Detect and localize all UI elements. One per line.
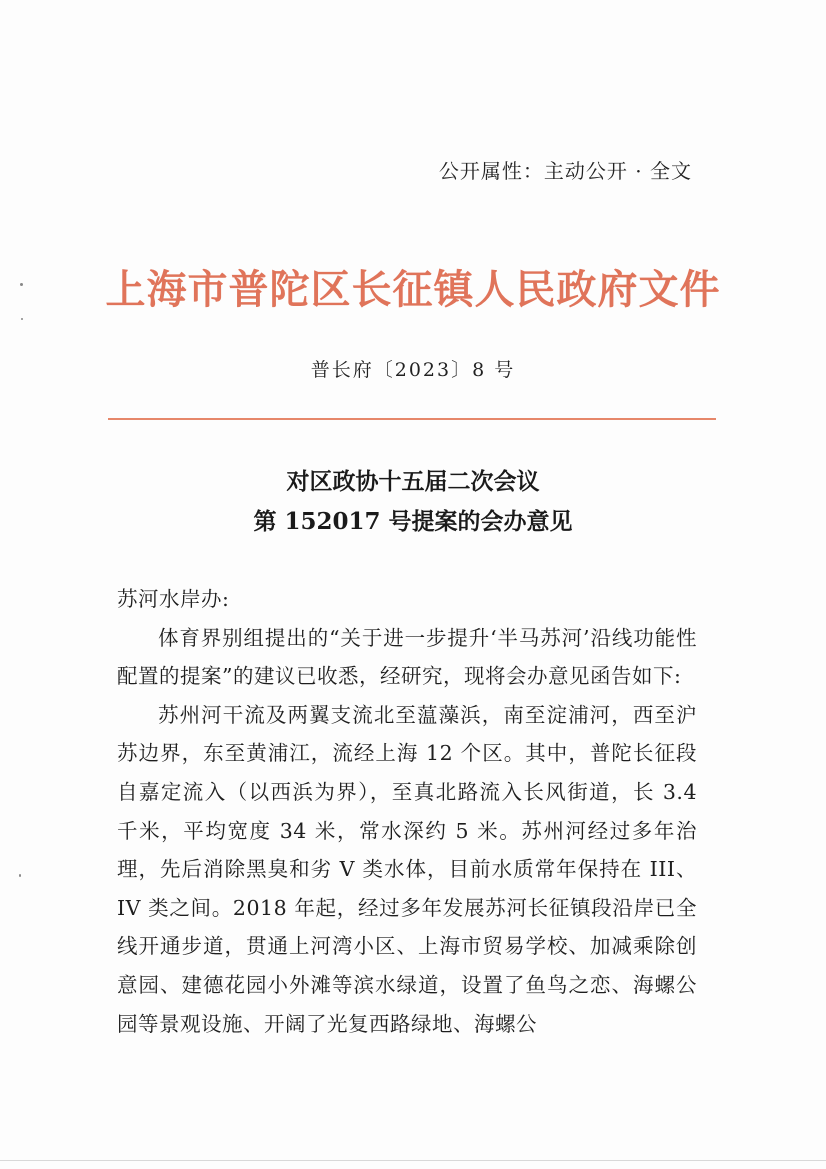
body-paragraph: 苏州河干流及两翼支流北至蕰藻浜，南至淀浦河，西至沪苏边界，东至黄浦江，流经上海 12 个区。其中，普陀长征段自嘉定流入（以西浜为界），至真北路流入长风街道，长 3.4 千米，平均宽度 34 米，常水深约 5 米。苏州河经过多年治理，先后消除黑臭和劣 V 类水体，目前水质常年保持在 III、IV 类之间。2018 年起，经过多年发展苏河长征镇段沿岸已全线开通步道，贯通上河湾小区、上海市贸易学校、加减乘除创意园、建德花园小外滩等滨水绿道，设置了鱼鸟之恋、海螺公园等景观设施、开阔了光复西路绿地、海螺公 <box>117 702 697 1036</box>
document-number: 普长府〔2023〕8 号 <box>310 359 516 381</box>
body-paragraph: 体育界别组提出的“关于进一步提升‘半马苏河’沿线功能性配置的提案”的建议已收悉，经研究，现将会办意见函告如下: <box>117 625 697 689</box>
subject-line-1: 对区政协十五届二次会议 <box>286 468 540 495</box>
scan-speck <box>20 283 23 286</box>
red-separator-line <box>108 418 716 420</box>
scan-speck <box>21 318 23 320</box>
addressee: 苏河水岸办: <box>117 587 230 611</box>
document-body <box>117 580 697 1043</box>
subject-heading <box>0 462 826 542</box>
public-attribute-label: 公开属性：主动公开 · 全文 <box>438 159 692 183</box>
subject-line-2: 第 152017 号提案的会办意见 <box>253 508 573 535</box>
page-bottom-edge <box>0 1160 826 1161</box>
scan-speck <box>19 874 21 877</box>
issuer-title: 上海市普陀区长征镇人民政府文件 <box>105 266 721 313</box>
